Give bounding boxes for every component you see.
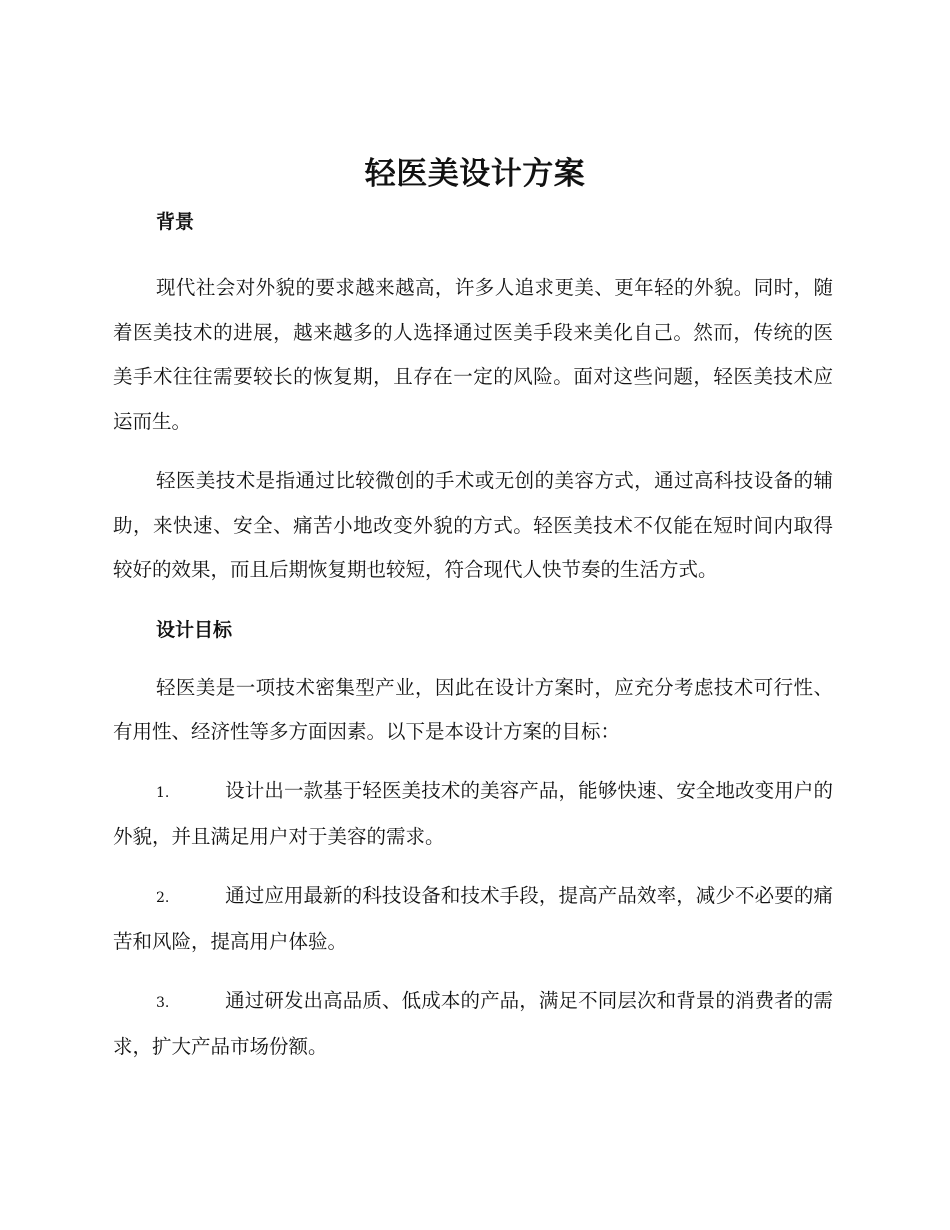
goals-list [113,769,833,1070]
list-item-number: 3. [156,994,170,1011]
list-item [113,769,833,860]
document-body [113,200,833,1070]
list-item-text: 设计出一款基于轻医美技术的美容产品，能够快速、安全地改变用户的外貌，并且满足用户对于美容的需求。 [113,778,833,848]
background-paragraph: 现代社会对外貌的要求越来越高，许多人追求更美、更年轻的外貌。同时，随着医美技术的进展，越来越多的人选择通过医美手段来美化自己。然而，传统的医美手术往往需要较长的恢复期，且存在一定的风险。面对这些问题，轻医美技术应运而生。 [113,276,833,433]
section-heading-goals: 设计目标 [156,618,233,641]
list-item-number: 1. [156,784,170,801]
background-paragraph: 轻医美技术是指通过比较微创的手术或无创的美容方式，通过高科技设备的辅助，来快速、安全、痛苦小地改变外貌的方式。轻医美技术不仅能在短时间内取得较好的效果，而且后期恢复期也较短，符合现代人快节奏的生活方式。 [113,469,833,581]
section-heading-background: 背景 [156,211,195,233]
list-item-number: 2. [156,889,170,906]
list-item [113,874,833,965]
document-title: 轻医美设计方案 [364,156,586,192]
list-item-text: 通过研发出高品质、低成本的产品，满足不同层次和背景的消费者的需求，扩大产品市场份额。 [113,988,833,1058]
list-item [113,979,833,1070]
list-item-text: 通过应用最新的科技设备和技术手段，提高产品效率，减少不必要的痛苦和风险，提高用户体验。 [113,883,833,953]
goals-intro-paragraph: 轻医美是一项技术密集型产业，因此在设计方案时，应充分考虑技术可行性、有用性、经济性等多方面因素。以下是本设计方案的目标： [113,675,833,743]
